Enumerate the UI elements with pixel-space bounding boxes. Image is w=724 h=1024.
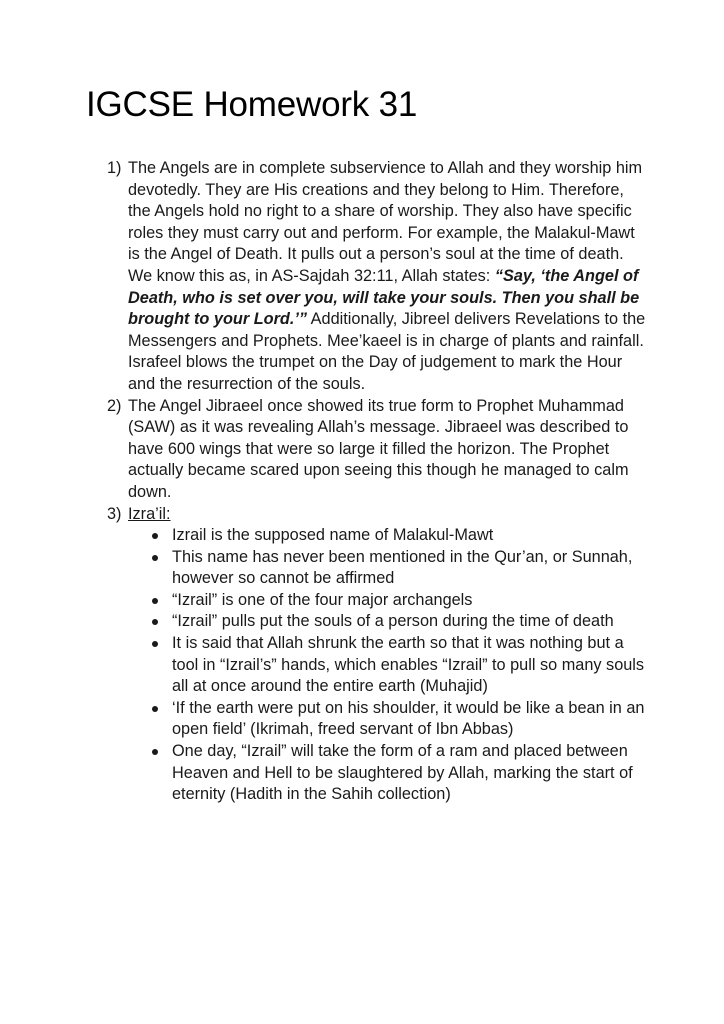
quran-quote: “Say, ‘the Angel of Death, who is set over you, will take your souls. Then you shall be brought to your Lord.’”	[128, 266, 640, 329]
bullet-text: One day, “Izrail” will take the form of a ram and placed between Heaven and Hell to be slaughtered by Allah, marking the start of eternity (Hadith in the Sahih collection)	[172, 742, 633, 804]
bullet-icon	[152, 533, 158, 539]
paragraph-text: The Angels are in complete subservience to Allah and they worship him devotedly. They are His creations and they belong to Him. Therefore, the Angels hold no right to a share of worship. They also have specific roles they must carry out and perform. For example, the Malakul-Mawt is the Angel of Death. It pulls out a person’s soul at the time of death. We know this as, in AS-Sajdah 32:11, Allah states:	[128, 159, 643, 285]
bullet-item	[172, 525, 647, 547]
list-item-2	[107, 396, 647, 504]
bullet-icon	[152, 555, 158, 561]
list-item-text: The Angel Jibraeel once showed its true form to Prophet Muhammad (SAW) as it was revealing Allah’s message. Jibraeel was described to have 600 wings that were so large it filled the horizon. The Prophet actually became scared upon seeing this though he managed to calm down.	[128, 396, 629, 501]
list-number: 3)	[107, 504, 122, 523]
bullet-item	[172, 698, 647, 741]
bullet-icon	[152, 619, 158, 625]
bullet-list	[128, 525, 647, 806]
bullet-item	[172, 741, 647, 806]
bullet-icon	[152, 749, 158, 755]
bullet-item	[172, 590, 647, 612]
list-item-text	[128, 158, 647, 396]
bullet-icon	[152, 706, 158, 712]
paragraph-text: Additionally, Jibreel delivers Revelations to the Messengers and Prophets. Mee’kaeel is in charge of plants and rainfall. Israfeel blows the trumpet on the Day of judgement to mark the Hour and the resurrection of the souls.	[128, 310, 646, 393]
bullet-item	[172, 611, 647, 633]
list-number: 2)	[107, 396, 122, 415]
bullet-text: Izrail is the supposed name of Malakul-Mawt	[172, 526, 494, 545]
list-item-3	[107, 504, 647, 806]
numbered-list	[107, 158, 647, 806]
list-item-heading	[128, 504, 647, 526]
document-title: IGCSE Homework 31	[86, 85, 418, 124]
list-number: 1)	[107, 159, 122, 177]
bullet-text: It is said that Allah shrunk the earth so that it was nothing but a tool in “Izrail’s” hands, which enables “Izrail” to pull so many souls all at once around the entire earth (Muhajid)	[172, 634, 645, 696]
section-heading: Izra’il:	[128, 504, 171, 523]
bullet-text: “Izrail” is one of the four major archangels	[172, 590, 473, 609]
bullet-icon	[152, 641, 158, 647]
list-item-1	[107, 158, 647, 396]
bullet-icon	[152, 598, 158, 604]
bullet-item	[172, 547, 647, 590]
bullet-text: “Izrail” pulls put the souls of a person during the time of death	[172, 612, 614, 631]
bullet-text: This name has never been mentioned in the Qur’an, or Sunnah, however so cannot be affirmed	[172, 547, 633, 588]
bullet-text: ‘If the earth were put on his shoulder, it would be like a bean in an open field’ (Ikrimah, freed servant of Ibn Abbas)	[172, 698, 645, 739]
bullet-item	[172, 633, 647, 698]
